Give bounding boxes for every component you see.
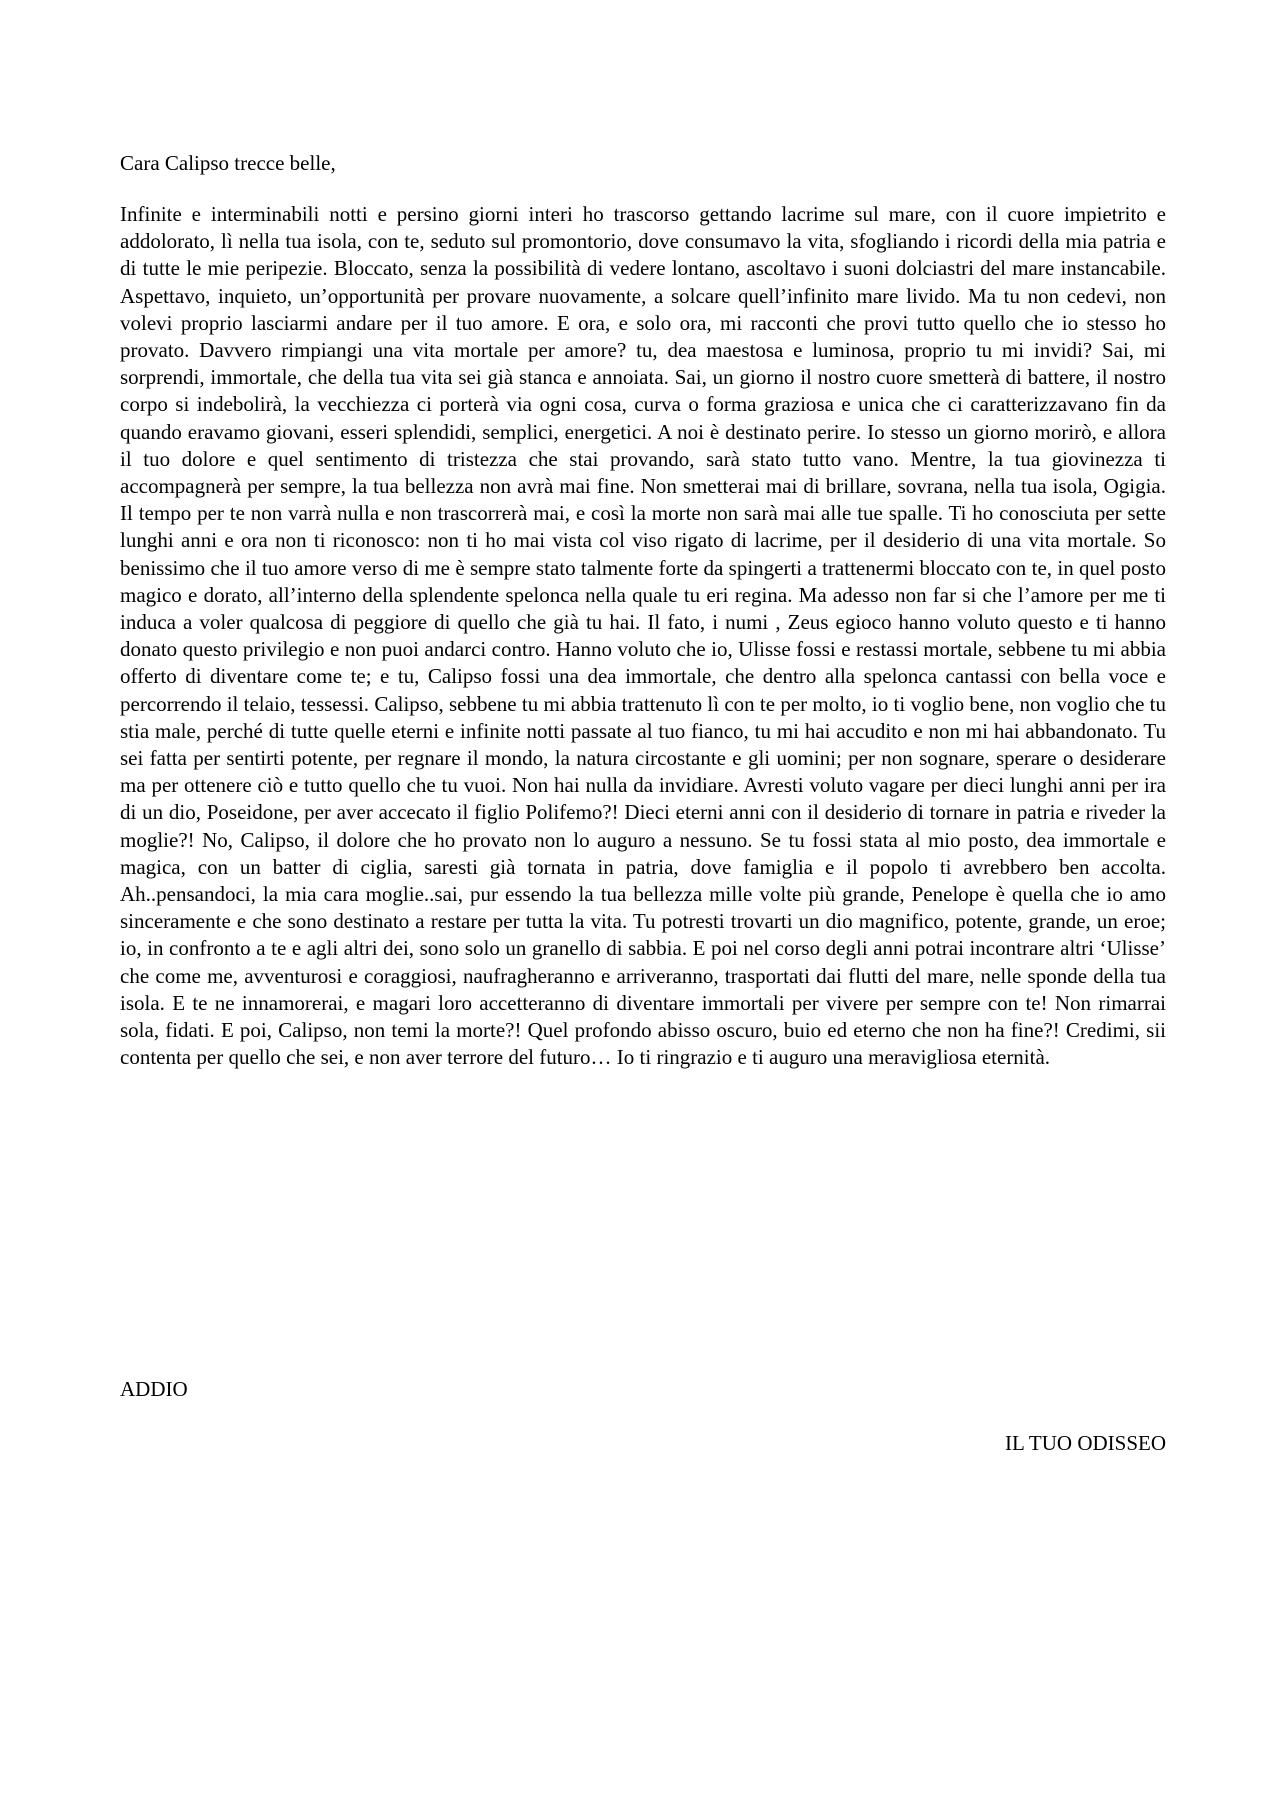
letter-signature: IL TUO ODISSEO — [1005, 1431, 1166, 1455]
letter-closing: ADDIO — [120, 1377, 188, 1401]
letter-salutation: Cara Calipso trecce belle, — [120, 151, 336, 175]
letter-body: Infinite e interminabili notti e persino giorni interi ho trascorso gettando lacrime sul mare, con il cuore impietrito e addolorato, lì nella tua isola, con te, seduto sul promontorio, dove consumavo la vita, sfogliando i ricordi della mia patria e di tutte le mie peripezie. Bloccato, senza la possibilità di vedere lontano, ascoltavo i suoni dolciastri del mare instancabile. Aspettavo, inquieto, un’opportunità per provare nuovamente, a solcare quell’infinito mare livido. Ma tu non cedevi, non volevi proprio lasciarmi andare per il tuo amore. E ora, e solo ora, mi racconti che provi tutto quello che io stesso ho provato. Davvero rimpiangi una vita mortale per amore? tu, dea maestosa e luminosa, proprio tu mi invidi? Sai, mi sorprendi, immortale, che della tua vita sei già stanca e annoiata. Sai, un giorno il nostro cuore smetterà di battere, il nostro corpo si indebolirà, la vecchiezza ci porterà via ogni cosa, curva o forma graziosa e unica che ci caratterizzavano fin da quando eravamo giovani, esseri splendidi, semplici, energetici. A noi è destinato perire. Io stesso un giorno morirò, e allora il tuo dolore e quel sentimento di tristezza che stai provando, sarà stato tutto vano. Mentre, la tua giovinezza ti accompagnerà per sempre, la tua bellezza non avrà mai fine. Non smetterai mai di brillare, sovrana, nella tua isola, Ogigia. Il tempo per te non varrà nulla e non trascorrerà mai, e così la morte non sarà mai alle tue spalle. Ti ho conosciuta per sette lunghi anni e ora non ti riconosco: non ti ho mai vista col viso rigato di lacrime, per il desiderio di una vita mortale. So benissimo che il tuo amore verso di me è sempre stato talmente forte da spingerti a trattenermi bloccato con te, in quel posto magico e dorato, all’interno della splendente spelonca nella quale tu eri regina. Ma adesso non far si che l’amore per me ti induca a voler qualcosa di peggiore di quello che già tu hai. Il fato, i numi , Zeus egioco hanno voluto questo e ti hanno donato questo privilegio e non puoi andarci contro. Hanno voluto che io, Ulisse fossi e restassi mortale, sebbene tu mi abbia offerto di diventare come te; e tu, Calipso fossi una dea immortale, che dentro alla spelonca cantassi con bella voce e percorrendo il telaio, tessessi. Calipso, sebbene tu mi abbia trattenuto lì con te per molto, io ti voglio bene, non voglio che tu stia male, perché di tutte quelle eterni e infinite notti passate al tuo fianco, tu mi hai accudito e non mi hai abbandonato. Tu sei fatta per sentirti potente, per regnare il mondo, la natura circostante e gli uomini; per non sognare, sperare o desiderare ma per ottenere ciò e tutto quello che tu vuoi. Non hai nulla da invidiare. Avresti voluto vagare per dieci lunghi anni per ira di un dio, Poseidone, per aver accecato il figlio Polifemo?! Dieci eterni anni con il desiderio di tornare in patria e riveder la moglie?! No, Calipso, il dolore che ho provato non lo auguro a nessuno. Se tu fossi stata al mio posto, dea immortale e magica, con un batter di ciglia, saresti già tornata in patria, dove famiglia e il popolo ti avrebbero ben accolta. Ah..pensandoci, la mia cara moglie..sai, pur essendo la tua bellezza mille volte più grande, Penelope è quella che io amo sinceramente e che sono destinato a restare per tutta la vita. Tu potresti trovarti un dio magnifico, potente, grande, un eroe; io, in confronto a te e agli altri dei, sono solo un granello di sabbia. E poi nel corso degli anni potrai incontrare altri ‘Ulisse’ che come me, avventurosi e coraggiosi, naufragheranno e arriveranno, trasportati dai flutti del mare, nelle sponde della tua isola. E te ne innamorerai, e magari loro accetteranno di diventare immortali per vivere per sempre con te! Non rimarrai sola, fidati. E poi, Calipso, non temi la morte?! Quel profondo abisso oscuro, buio ed eterno che non ha fine?! Credimi, sii contenta per quello che sei, e non aver terrore del futuro… Io ti ringrazio e ti auguro una meravigliosa eternità. — [120, 202, 1166, 1070]
